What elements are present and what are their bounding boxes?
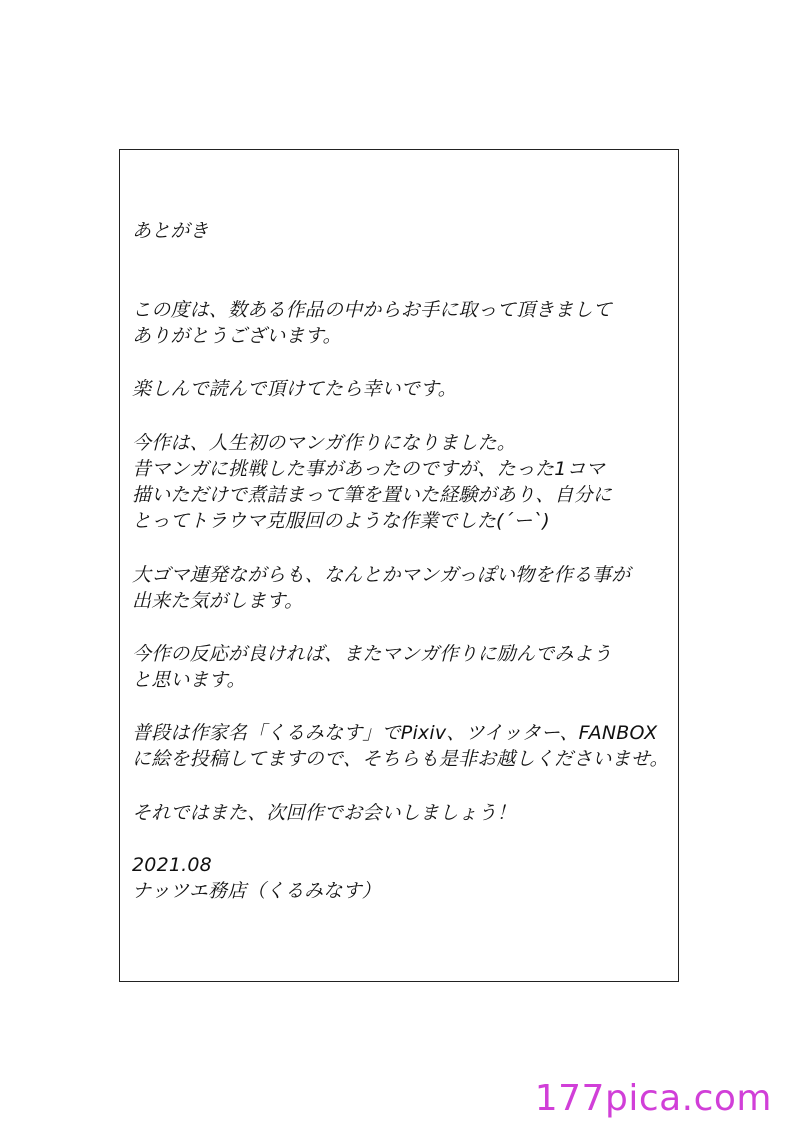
afterword-line: 楽しんで読んで頂けてたら幸いです。 <box>132 378 457 400</box>
afterword-line: それではまた、次回作でお会いしましょう！ <box>132 802 517 824</box>
afterword-line: ありがとうございます。 <box>132 325 342 347</box>
afterword-line: 出来た気がします。 <box>132 590 304 612</box>
afterword-heading: あとがき <box>132 220 209 242</box>
afterword-line: とってトラウマ克服回のような作業でした(´ー`) <box>132 510 550 532</box>
afterword-line: 昔マンガに挑戦した事があったのですが、たった1コマ <box>132 458 605 480</box>
site-watermark: 177pica.com <box>534 1078 772 1119</box>
afterword-line: 今作は、人生初のマンガ作りになりました。 <box>132 432 517 454</box>
afterword-line: 描いただけで煮詰まって筆を置いた経験があり、自分に <box>132 484 613 506</box>
afterword-date: 2021.08 <box>132 854 212 876</box>
afterword-signature: ナッツエ務店（くるみなす） <box>132 880 381 902</box>
afterword-line: に絵を投稿してますので、そちらも是非お越しくださいませ。 <box>132 748 669 770</box>
afterword-line: 普段は作家名「くるみなす」でPixiv、ツイッター、FANBOX <box>132 722 658 744</box>
afterword-line: 今作の反応が良ければ、またマンガ作りに励んでみよう <box>132 643 613 665</box>
afterword-line: 大ゴマ連発ながらも、なんとかマンガっぽい物を作る事が <box>132 564 631 586</box>
afterword-line: と思います。 <box>132 669 246 691</box>
afterword-line: この度は、数ある作品の中からお手に取って頂きまして <box>132 299 613 321</box>
